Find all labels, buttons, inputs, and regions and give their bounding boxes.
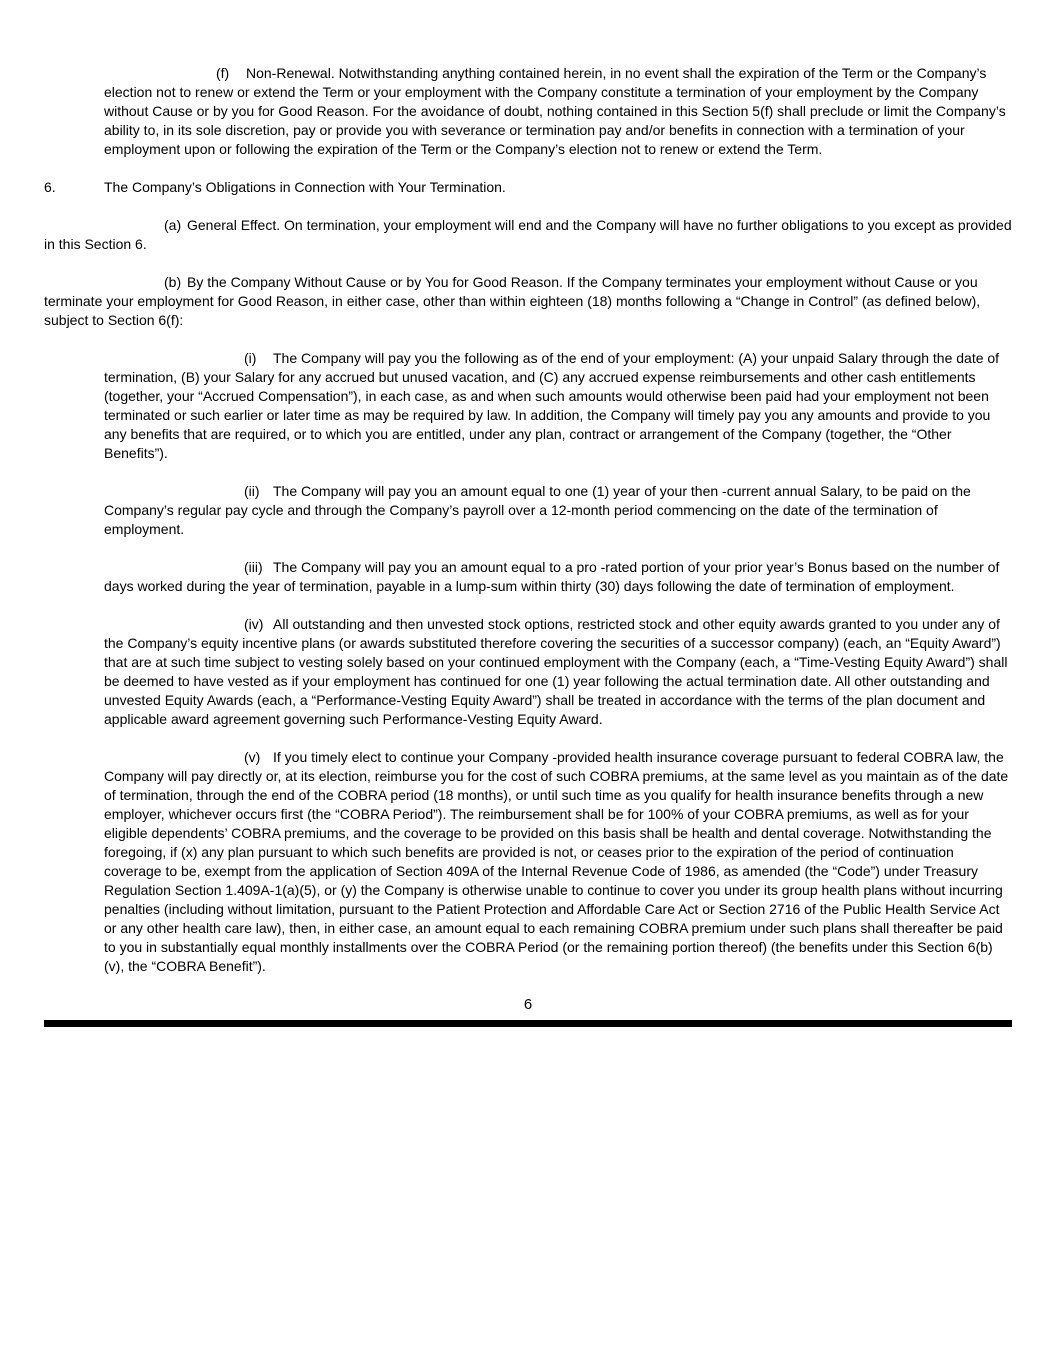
paragraph-text: Non-Renewal. Notwithstanding anything contained herein, in no event shall the expiration of the Term or the Company’s election not to renew or extend the Term or your employment with the Company constitute a termination of your employment by the Company without Cause or by you for Good Reason. For the avoidance of doubt, nothing contained in this Section 5(f) shall preclude or limit the Company’s ability to, in its sole discretion, pay or provide you with severance or termination pay and/or benefits in connection with a termination of your employment upon or following the expiration of the Term or the Company’s election not to renew or extend the Term. [104,65,1006,157]
paragraph-label: (iii) [244,559,263,575]
paragraph-label: (v) [244,749,261,765]
paragraph-label: (ii) [244,483,260,499]
paragraph-label: (f) [216,65,230,81]
paragraph-label: (i) [244,350,257,366]
document-content [44,64,1012,1027]
paragraph [104,349,1012,463]
paragraph-text: By the Company Without Cause or by You for Good Reason. If the Company terminates your employment without Cause or you terminate your employment for Good Reason, in either case, other than within eighteen (18) months following a “Change in Control” (as defined below), subject to Section 6(f): [44,274,981,328]
paragraph-text: The Company will pay you an amount equal to one (1) year of your then -current annual Salary, to be paid on the Company’s regular pay cycle and through the Company’s payroll over a 12-month period commencing on the date of the termination of employment. [104,483,971,537]
paragraph-text: The Company’s Obligations in Connection with Your Termination. [104,179,506,195]
paragraph [104,615,1012,729]
paragraph-label: (b) [164,274,182,290]
paragraph [104,64,1012,159]
paragraph [44,273,1012,330]
paragraph-text: General Effect. On termination, your employment will end and the Company will have no further obligations to you except as provided in this Section 6. [44,217,1012,252]
paragraph [104,558,1012,596]
paragraph-text: The Company will pay you the following as of the end of your employment: (A) your unpaid Salary through the date of termination, (B) your Salary for any accrued but unused vacation, and (C) any accrued expense reimbursements and other cash entitlements (together, your “Accrued Compensation”), in each case, as and when such amounts would otherwise been paid had your employment not been terminated or such earlier or later time as may be required by law. In addition, the Company will timely pay you any amounts and provide to you any benefits that are required, or to which you are entitled, under any plan, contract or arrangement of the Company (together, the “Other Benefits”). [104,350,1000,461]
paragraph-text: If you timely elect to continue your Company -provided health insurance coverage pursuant to federal COBRA law, the Company will pay directly or, at its election, reimburse you for the cost of such COBRA premiums, at the same level as you maintain as of the date of termination, through the end of the COBRA period (18 months), or until such time as you qualify for health insurance benefits through a new employer, whichever occurs first (the “COBRA Period”). The reimbursement shall be for 100% of your COBRA premiums, as well as for your eligible dependents’ COBRA premiums, and the coverage to be provided on this basis shall be health and dental coverage. Notwithstanding the foregoing, if (x) any plan pursuant to which such benefits are provided is not, or ceases prior to the expiration of the period of continuation coverage to be, exempt from the application of Section 409A of the Internal Revenue Code of 1986, as amended (the “Code”) under Treasury Regulation Section 1.409A-1(a)(5), or (y) the Company is otherwise unable to continue to cover you under its group health plans without incurring penalties (including without limitation, pursuant to the Patient Protection and Affordable Care Act or Section 2716 of the Public Health Service Act or any other health care law), then, in either case, an amount equal to each remaining COBRA premium under such plans shall thereafter be paid to you in substantially equal monthly installments over the COBRA Period (or the remaining portion thereof) (the benefits under this Section 6(b)(v), the “COBRA Benefit”). [104,749,1009,974]
paragraphs-container [44,64,1012,976]
paragraph-label: (iv) [244,616,264,632]
paragraph-text: The Company will pay you an amount equal to a pro -rated portion of your prior year’s Bonus based on the number of days worked during the year of termination, payable in a lump-sum within thirty (30) days following the date of termination of employment. [104,559,1000,594]
paragraph-label: 6. [44,179,56,195]
page-number: 6 [523,996,533,1013]
paragraph-label: (a) [164,217,182,233]
paragraph [44,178,1012,197]
paragraph [104,748,1012,976]
paragraph [104,482,1012,539]
paragraph [44,216,1012,254]
paragraph-text: All outstanding and then unvested stock options, restricted stock and other equity awards granted to you under any of the Company’s equity incentive plans (or awards substituted therefore covering the securities of a successor company) (each, an “Equity Award”) that are at such time subject to vesting solely based on your continued employment with the Company (each, a “Time-Vesting Equity Award”) shall be deemed to have vested as if your employment has continued for one (1) year following the actual termination date. All other outstanding and unvested Equity Awards (each, a “Performance-Vesting Equity Award”) shall be treated in accordance with the terms of the plan document and applicable award agreement governing such Performance-Vesting Equity Award. [104,616,1008,727]
footer-divider [44,1020,1012,1027]
